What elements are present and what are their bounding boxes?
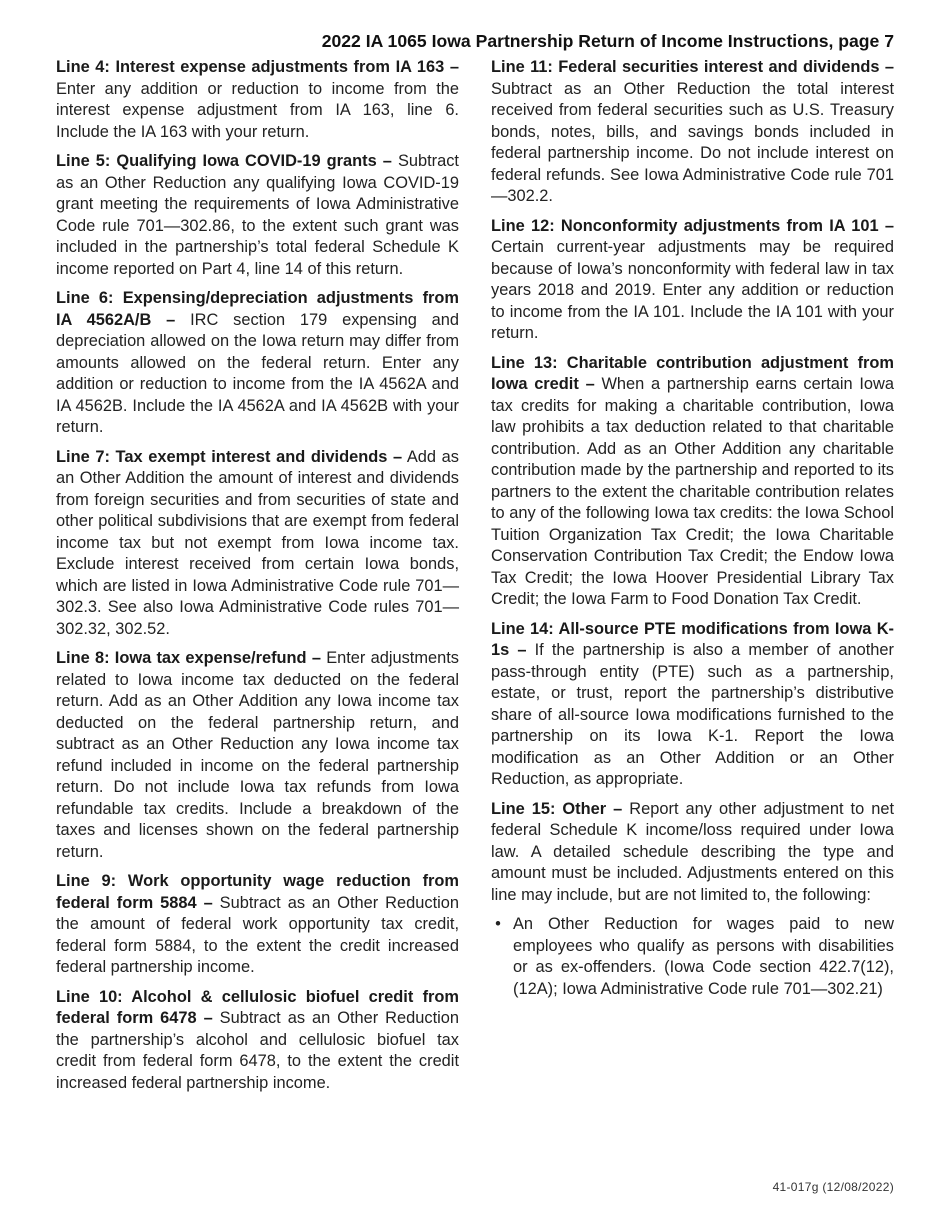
paragraph-line-4 [56, 57, 459, 143]
line-body: Certain current-year adjustments may be required because of Iowa’s nonconformity with federal law in tax years 2018 and 2019. Enter any addition or reduction to income from the IA 101. Include the IA 101 with your return. [491, 238, 894, 342]
line-body: Subtract as an Other Reduction the partnership’s alcohol and cellulosic biofuel tax credit from federal form 6478, to the extent the credit increased federal partnership income. [56, 1009, 459, 1092]
list-item [495, 914, 894, 1000]
paragraph-line-7 [56, 447, 459, 641]
line-heading: Line 8: Iowa tax expense/refund – [56, 649, 321, 667]
line-body: IRC section 179 expensing and depreciation allowed on the Iowa return may differ from amounts allowed on the federal return. Enter any addition or reduction to income from the IA 4562A and IA 4562B. Include the IA 4562A and IA 4562B with your return. [56, 310, 459, 436]
line-heading: Line 15: Other – [491, 799, 623, 818]
line-body: Subtract as an Other Reduction any qualifying Iowa COVID-19 grant meeting the requirements of Iowa Administrative Code rule 701—302.86, to the extent such grant was included in the partnership’s total federal Schedule K income reported on Part 4, line 14 of this return. [56, 152, 459, 278]
line-heading: Line 5: Qualifying Iowa COVID-19 grants – [56, 152, 392, 170]
paragraph-line-10 [56, 987, 459, 1095]
line-heading: Line 7: Tax exempt interest and dividends – [56, 447, 403, 466]
paragraph-line-15 [491, 799, 894, 907]
right-column [491, 57, 894, 1000]
line-body: When a partnership earns certain Iowa tax credits for making a charitable contribution, Iowa law prohibits a tax deduction related to that charitable contribution. Add as an Other Addition any charitable contribution made by the partnership and reported to its partners to the extent the charitable contribution relates to any of the following Iowa tax credits: the Iowa School Tuition Organization Tax Credit; the Iowa Charitable Conservation Contribution Tax Credit; the Endow Iowa Tax Credit; the Iowa Hoover Presidential Library Tax Credit; the Iowa Farm to Food Donation Tax Credit. [491, 375, 894, 608]
paragraph-line-12 [491, 216, 894, 345]
line-heading: Line 10: Alcohol & cellulosic biofuel credit from federal form 6478 – [56, 987, 459, 1027]
line-heading: Line 14: All-source PTE modifications from Iowa K-1s – [491, 619, 894, 659]
line-body: Subtract as an Other Reduction the total interest received from federal securities such as U.S. Treasury bonds, notes, bills, and savings bonds included in federal partnership income. Do not include interest on federal refunds. See Iowa Administrative Code rule 701—302.2. [491, 79, 894, 205]
line-body: Enter adjustments related to Iowa income tax deducted on the federal return. Add as an Other Addition any Iowa income tax deducted on the federal partnership return, and subtract as an Other Reduction any Iowa income tax refund included in income on the federal partnership return. Do not include Iowa tax refunds from Iowa refundable tax credits. Include a breakdown of the taxes and licenses shown on the federal partnership return. [56, 649, 459, 861]
line-body: If the partnership is also a member of another pass-through entity (PTE) such as a partnership, estate, or trust, report the partnership’s distributive share of all-source Iowa modifications furnished to the partnership on its Iowa K-1. Report the Iowa modification as an Other Addition or an Other Reduction, as appropriate. [491, 641, 894, 788]
paragraph-line-13 [491, 353, 894, 611]
bullet-text: An Other Reduction for wages paid to new employees who qualify as persons with disabilities or as ex-offenders. (Iowa Code section 422.7(12), (12A); Iowa Administrative Code rule 701—302.21) [513, 915, 894, 998]
line-heading: Line 9: Work opportunity wage reduction from federal form 5884 – [56, 872, 459, 912]
paragraph-line-6 [56, 288, 459, 439]
page-title: 2022 IA 1065 Iowa Partnership Return of Income Instructions, page 7 [321, 31, 894, 51]
line-heading: Line 12: Nonconformity adjustments from IA 101 – [491, 216, 894, 235]
left-column [56, 57, 459, 1102]
paragraph-line-14 [491, 619, 894, 791]
bullet-list [491, 914, 894, 1000]
form-id: 41-017g (12/08/2022) [772, 1180, 894, 1194]
line-heading: Line 6: Expensing/depreciation adjustments from IA 4562A/B – [56, 289, 459, 329]
line-body: Enter any addition or reduction to income from the interest expense adjustment from IA 163, line 6. Include the IA 163 with your return. [56, 79, 459, 141]
paragraph-line-11 [491, 57, 894, 208]
paragraph-line-9 [56, 871, 459, 979]
line-body: Add as an Other Addition the amount of interest and dividends from foreign securities and from securities of state and other political subdivisions that are exempt from federal income tax but not exempt from Iowa income tax. Exclude interest received from certain Iowa bonds, which are listed in Iowa Administrative Code rule 701—302.3. See also Iowa Administrative Code rules 701—302.32, 302.52. [56, 447, 459, 638]
line-heading: Line 4: Interest expense adjustments from IA 163 – [56, 58, 459, 76]
line-heading: Line 11: Federal securities interest and dividends – [491, 58, 894, 76]
bullet-icon: • [495, 915, 501, 933]
paragraph-line-8 [56, 648, 459, 863]
line-heading: Line 13: Charitable contribution adjustment from Iowa credit – [491, 353, 894, 393]
line-body: Report any other adjustment to net federal Schedule K income/loss required under Iowa law. A detailed schedule describing the type and amount must be included. Adjustments entered on this line may include, but are not limited to, the following: [491, 799, 895, 904]
line-body: Subtract as an Other Reduction the amount of federal work opportunity tax credit, federal form 5884, to the extent the credit increased federal partnership income. [56, 893, 459, 976]
paragraph-line-5 [56, 151, 459, 280]
